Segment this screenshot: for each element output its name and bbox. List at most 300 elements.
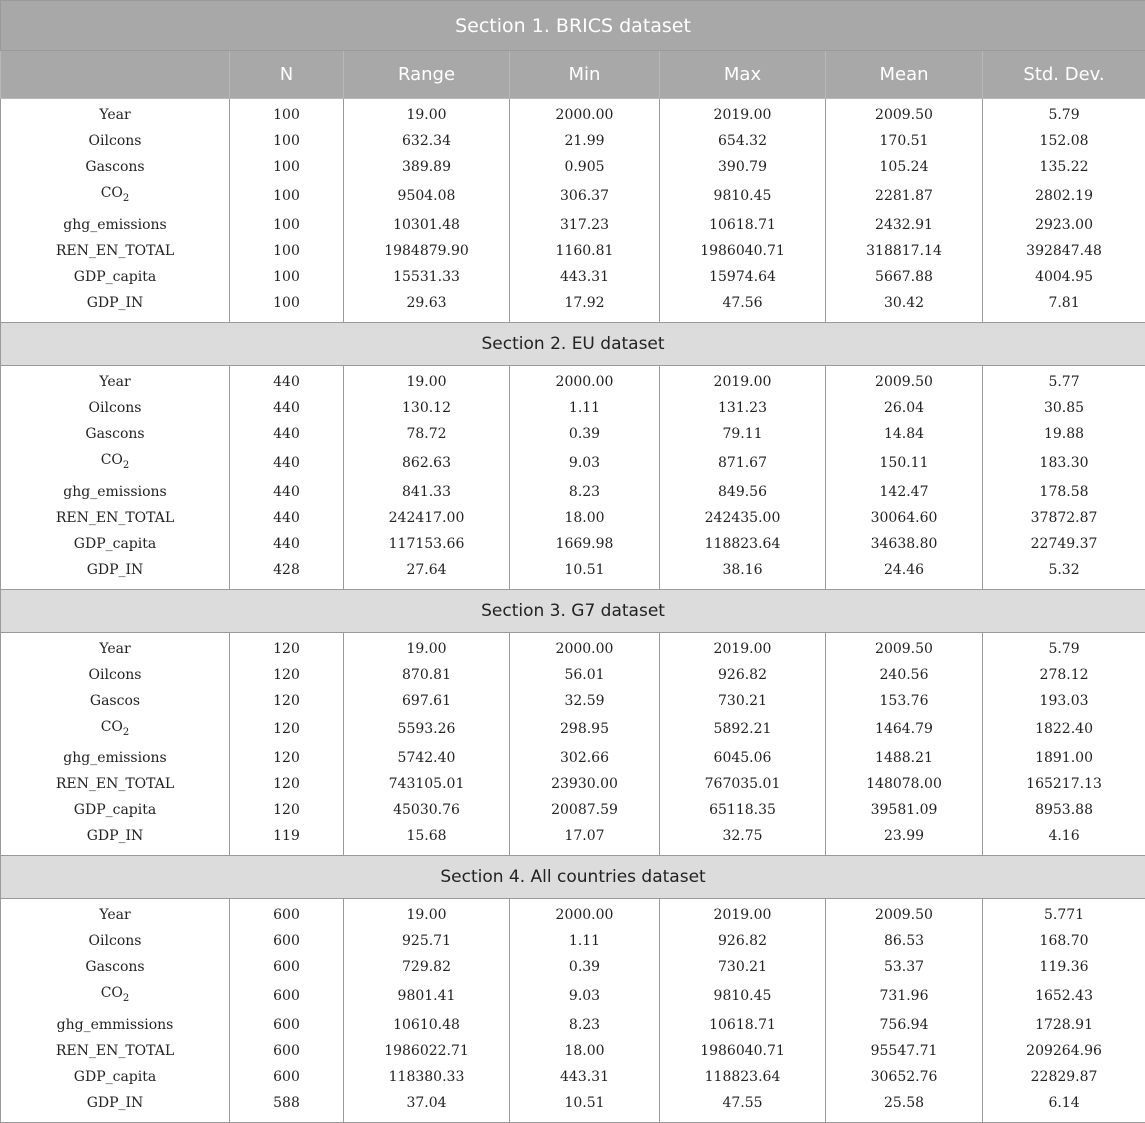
table-cell: 119.36	[983, 954, 1145, 980]
column-header: Mean	[826, 51, 983, 99]
section-header-row	[1, 589, 1145, 632]
table-row	[1, 1038, 1145, 1064]
table-cell: 30.42	[826, 290, 983, 323]
table-row	[1, 771, 1145, 797]
table-cell: 148078.00	[826, 771, 983, 797]
variable-name	[1, 797, 230, 823]
table-cell: 78.72	[344, 421, 510, 447]
variable-name	[1, 1012, 230, 1038]
table-cell: 743105.01	[344, 771, 510, 797]
table-cell: 86.53	[826, 928, 983, 954]
table-cell: 100	[230, 154, 344, 180]
table-cell: 2019.00	[660, 99, 826, 129]
table-cell: 440	[230, 505, 344, 531]
table-cell: 25.58	[826, 1090, 983, 1123]
table-cell: 440	[230, 395, 344, 421]
table-row	[1, 1012, 1145, 1038]
table-cell: 120	[230, 714, 344, 746]
variable-label: REN_EN_TOTAL	[56, 1043, 174, 1059]
table-cell: 150.11	[826, 447, 983, 479]
table-cell: 2432.91	[826, 212, 983, 238]
table-cell: 19.88	[983, 421, 1145, 447]
table-cell: 600	[230, 928, 344, 954]
table-cell: 242435.00	[660, 505, 826, 531]
table-cell: 5.79	[983, 632, 1145, 662]
table-cell: 10.51	[510, 1090, 660, 1123]
table-cell: 5.79	[983, 99, 1145, 129]
variable-label: Gascons	[85, 159, 144, 175]
table-cell: 2281.87	[826, 180, 983, 212]
table-cell: 767035.01	[660, 771, 826, 797]
table-cell: 389.89	[344, 154, 510, 180]
table-cell: 10618.71	[660, 1012, 826, 1038]
table-cell: 0.39	[510, 954, 660, 980]
table-cell: 53.37	[826, 954, 983, 980]
table-cell: 0.905	[510, 154, 660, 180]
table-cell: 183.30	[983, 447, 1145, 479]
variable-label: $CO_2$	[101, 452, 130, 468]
table-cell: 119	[230, 823, 344, 856]
table-cell: 105.24	[826, 154, 983, 180]
table-cell: 15.68	[344, 823, 510, 856]
variable-name	[1, 688, 230, 714]
table-cell: 1891.00	[983, 745, 1145, 771]
table-row	[1, 823, 1145, 856]
table-cell: 10.51	[510, 557, 660, 590]
table-cell: 9801.41	[344, 980, 510, 1012]
variable-name	[1, 212, 230, 238]
table-cell: 318817.14	[826, 238, 983, 264]
variable-label: GDP_capita	[74, 802, 156, 818]
variable-label: REN_EN_TOTAL	[56, 776, 174, 792]
table-cell: 731.96	[826, 980, 983, 1012]
table-cell: 117153.66	[344, 531, 510, 557]
table-row	[1, 479, 1145, 505]
table-cell: 165217.13	[983, 771, 1145, 797]
section-title: Section 4. All countries dataset	[1, 856, 1145, 899]
table-cell: 1986040.71	[660, 1038, 826, 1064]
table-row	[1, 365, 1145, 395]
variable-name	[1, 1038, 230, 1064]
table-cell: 600	[230, 899, 344, 929]
variable-name	[1, 1090, 230, 1123]
subscript: 2	[123, 460, 129, 471]
variable-name	[1, 365, 230, 395]
table-cell: 1464.79	[826, 714, 983, 746]
table-cell: 38.16	[660, 557, 826, 590]
section-header-row	[1, 322, 1145, 365]
table-body	[1, 1, 1145, 1123]
table-cell: 862.63	[344, 447, 510, 479]
table-cell: 2009.50	[826, 899, 983, 929]
table-cell: 5742.40	[344, 745, 510, 771]
table-cell: 30064.60	[826, 505, 983, 531]
variable-name	[1, 557, 230, 590]
table-cell: 926.82	[660, 662, 826, 688]
table-cell: 1986022.71	[344, 1038, 510, 1064]
table-cell: 209264.96	[983, 1038, 1145, 1064]
variable-label: GDP_IN	[87, 828, 144, 844]
table-cell: 17.07	[510, 823, 660, 856]
table-cell: 0.39	[510, 421, 660, 447]
variable-label: Oilcons	[89, 133, 142, 149]
table-cell: 95547.71	[826, 1038, 983, 1064]
table-cell: 240.56	[826, 662, 983, 688]
variable-label: GDP_capita	[74, 1069, 156, 1085]
variable-name	[1, 714, 230, 746]
table-cell: 600	[230, 954, 344, 980]
table-row	[1, 688, 1145, 714]
table-cell: 8953.88	[983, 797, 1145, 823]
table-cell: 2802.19	[983, 180, 1145, 212]
variable-name	[1, 421, 230, 447]
table-cell: 47.56	[660, 290, 826, 323]
subscript: 2	[123, 726, 129, 737]
table-cell: 849.56	[660, 479, 826, 505]
table-cell: 2009.50	[826, 632, 983, 662]
table-cell: 100	[230, 238, 344, 264]
table-cell: 1.11	[510, 395, 660, 421]
table-cell: 298.95	[510, 714, 660, 746]
table-cell: 9810.45	[660, 980, 826, 1012]
table-cell: 1669.98	[510, 531, 660, 557]
table-cell: 120	[230, 771, 344, 797]
table-cell: 21.99	[510, 128, 660, 154]
table-row	[1, 264, 1145, 290]
table-cell: 118380.33	[344, 1064, 510, 1090]
variable-name	[1, 154, 230, 180]
table-cell: 1728.91	[983, 1012, 1145, 1038]
table-cell: 588	[230, 1090, 344, 1123]
table-cell: 440	[230, 365, 344, 395]
table-row	[1, 980, 1145, 1012]
variable-name	[1, 980, 230, 1012]
table-row	[1, 899, 1145, 929]
table-cell: 730.21	[660, 688, 826, 714]
table-row	[1, 154, 1145, 180]
table-cell: 600	[230, 1012, 344, 1038]
table-cell: 5593.26	[344, 714, 510, 746]
table-row	[1, 954, 1145, 980]
variable-label: Year	[99, 107, 130, 123]
variable-name	[1, 632, 230, 662]
table-cell: 2009.50	[826, 99, 983, 129]
table-row	[1, 99, 1145, 129]
table-cell: 22829.87	[983, 1064, 1145, 1090]
table-cell: 100	[230, 128, 344, 154]
table-cell: 32.59	[510, 688, 660, 714]
table-row	[1, 557, 1145, 590]
variable-label: GDP_capita	[74, 269, 156, 285]
table-cell: 443.31	[510, 264, 660, 290]
table-cell: 10618.71	[660, 212, 826, 238]
table-cell: 2923.00	[983, 212, 1145, 238]
column-header	[1, 51, 230, 99]
variable-label: Year	[99, 374, 130, 390]
table-cell: 30652.76	[826, 1064, 983, 1090]
table-cell: 23.99	[826, 823, 983, 856]
variable-label: Year	[99, 641, 130, 657]
table-row	[1, 395, 1145, 421]
table-cell: 870.81	[344, 662, 510, 688]
variable-label: $CO_2$	[101, 185, 130, 201]
variable-name	[1, 180, 230, 212]
table-cell: 118823.64	[660, 531, 826, 557]
table-cell: 30.85	[983, 395, 1145, 421]
table-cell: 120	[230, 745, 344, 771]
table-cell: 392847.48	[983, 238, 1145, 264]
table-cell: 5667.88	[826, 264, 983, 290]
variable-name	[1, 447, 230, 479]
table-cell: 120	[230, 797, 344, 823]
variable-label: ghg_emissions	[63, 484, 166, 500]
table-cell: 47.55	[660, 1090, 826, 1123]
table-cell: 18.00	[510, 1038, 660, 1064]
table-cell: 18.00	[510, 505, 660, 531]
table-cell: 697.61	[344, 688, 510, 714]
table-row	[1, 797, 1145, 823]
table-cell: 5.77	[983, 365, 1145, 395]
table-cell: 4004.95	[983, 264, 1145, 290]
table-cell: 9.03	[510, 447, 660, 479]
variable-name	[1, 1064, 230, 1090]
table-cell: 19.00	[344, 632, 510, 662]
table-cell: 14.84	[826, 421, 983, 447]
table-row	[1, 290, 1145, 323]
table-cell: 39581.09	[826, 797, 983, 823]
table-cell: 19.00	[344, 365, 510, 395]
table-cell: 4.16	[983, 823, 1145, 856]
variable-label: REN_EN_TOTAL	[56, 510, 174, 526]
table-cell: 19.00	[344, 899, 510, 929]
table-cell: 871.67	[660, 447, 826, 479]
table-cell: 26.04	[826, 395, 983, 421]
table-cell: 925.71	[344, 928, 510, 954]
table-cell: 120	[230, 632, 344, 662]
table-cell: 841.33	[344, 479, 510, 505]
table-cell: 306.37	[510, 180, 660, 212]
table-cell: 17.92	[510, 290, 660, 323]
table-cell: 34638.80	[826, 531, 983, 557]
variable-name	[1, 823, 230, 856]
table-cell: 1488.21	[826, 745, 983, 771]
table-cell: 24.46	[826, 557, 983, 590]
column-header: Std. Dev.	[983, 51, 1145, 99]
table-cell: 8.23	[510, 1012, 660, 1038]
table-cell: 37872.87	[983, 505, 1145, 531]
table-cell: 729.82	[344, 954, 510, 980]
table-cell: 1.11	[510, 928, 660, 954]
table-cell: 1822.40	[983, 714, 1145, 746]
table-cell: 428	[230, 557, 344, 590]
table-cell: 2009.50	[826, 365, 983, 395]
section-title: Section 2. EU dataset	[1, 322, 1145, 365]
variable-label: Gascons	[85, 426, 144, 442]
table-row	[1, 531, 1145, 557]
variable-label: GDP_IN	[87, 562, 144, 578]
table-cell: 15531.33	[344, 264, 510, 290]
table-cell: 100	[230, 99, 344, 129]
table-cell: 600	[230, 980, 344, 1012]
column-header: Min	[510, 51, 660, 99]
table-cell: 19.00	[344, 99, 510, 129]
table-cell: 130.12	[344, 395, 510, 421]
table-cell: 1984879.90	[344, 238, 510, 264]
variable-name	[1, 264, 230, 290]
column-header: Range	[344, 51, 510, 99]
variable-label: ghg_emissions	[63, 750, 166, 766]
table-row	[1, 632, 1145, 662]
column-header: N	[230, 51, 344, 99]
table-cell: 1652.43	[983, 980, 1145, 1012]
table-cell: 5.771	[983, 899, 1145, 929]
table-cell: 5892.21	[660, 714, 826, 746]
table-cell: 118823.64	[660, 1064, 826, 1090]
variable-name	[1, 771, 230, 797]
table-cell: 100	[230, 212, 344, 238]
table-row	[1, 238, 1145, 264]
table-cell: 302.66	[510, 745, 660, 771]
variable-label: Oilcons	[89, 400, 142, 416]
variable-label: REN_EN_TOTAL	[56, 243, 174, 259]
table-cell: 6.14	[983, 1090, 1145, 1123]
table-cell: 168.70	[983, 928, 1145, 954]
table-cell: 632.34	[344, 128, 510, 154]
variable-label: GDP_IN	[87, 1095, 144, 1111]
table-cell: 2019.00	[660, 632, 826, 662]
table-cell: 10301.48	[344, 212, 510, 238]
table-cell: 440	[230, 531, 344, 557]
variable-name	[1, 99, 230, 129]
table-row	[1, 128, 1145, 154]
variable-label: $CO_2$	[101, 719, 130, 735]
table-cell: 926.82	[660, 928, 826, 954]
table-cell: 1986040.71	[660, 238, 826, 264]
table-cell: 142.47	[826, 479, 983, 505]
table-cell: 170.51	[826, 128, 983, 154]
variable-name	[1, 745, 230, 771]
table-row	[1, 180, 1145, 212]
table-cell: 2000.00	[510, 365, 660, 395]
table-row	[1, 745, 1145, 771]
table-cell: 79.11	[660, 421, 826, 447]
table-cell: 654.32	[660, 128, 826, 154]
table-cell: 15974.64	[660, 264, 826, 290]
variable-label: Year	[99, 907, 130, 923]
table-cell: 29.63	[344, 290, 510, 323]
variable-label: GDP_IN	[87, 295, 144, 311]
variable-label: ghg_emmissions	[57, 1017, 174, 1033]
table-cell: 7.81	[983, 290, 1145, 323]
table-cell: 10610.48	[344, 1012, 510, 1038]
table-cell: 22749.37	[983, 531, 1145, 557]
table-cell: 440	[230, 447, 344, 479]
variable-name	[1, 531, 230, 557]
table-cell: 443.31	[510, 1064, 660, 1090]
table-cell: 278.12	[983, 662, 1145, 688]
variable-name	[1, 928, 230, 954]
table-row	[1, 1090, 1145, 1123]
variable-name	[1, 238, 230, 264]
variable-label: Gascons	[85, 959, 144, 975]
table-cell: 730.21	[660, 954, 826, 980]
table-row	[1, 447, 1145, 479]
variable-name	[1, 899, 230, 929]
table-cell: 440	[230, 421, 344, 447]
table-cell: 9.03	[510, 980, 660, 1012]
table-row	[1, 212, 1145, 238]
table-cell: 242417.00	[344, 505, 510, 531]
section-header-row	[1, 1, 1145, 51]
table-cell: 120	[230, 662, 344, 688]
table-row	[1, 714, 1145, 746]
table-cell: 600	[230, 1064, 344, 1090]
table-cell: 2000.00	[510, 632, 660, 662]
table-row	[1, 662, 1145, 688]
section-title: Section 3. G7 dataset	[1, 589, 1145, 632]
table-cell: 178.58	[983, 479, 1145, 505]
table-cell: 152.08	[983, 128, 1145, 154]
variable-label: Oilcons	[89, 667, 142, 683]
table-cell: 120	[230, 688, 344, 714]
variable-name	[1, 505, 230, 531]
variable-name	[1, 290, 230, 323]
table-row	[1, 421, 1145, 447]
table-cell: 8.23	[510, 479, 660, 505]
table-cell: 32.75	[660, 823, 826, 856]
table-row	[1, 505, 1145, 531]
table-row	[1, 1064, 1145, 1090]
variable-label: GDP_capita	[74, 536, 156, 552]
table-cell: 2000.00	[510, 899, 660, 929]
table-cell: 100	[230, 180, 344, 212]
table-cell: 131.23	[660, 395, 826, 421]
table-cell: 23930.00	[510, 771, 660, 797]
table-row	[1, 928, 1145, 954]
table-cell: 135.22	[983, 154, 1145, 180]
variable-name	[1, 954, 230, 980]
table-cell: 45030.76	[344, 797, 510, 823]
table-cell: 6045.06	[660, 745, 826, 771]
table-cell: 317.23	[510, 212, 660, 238]
table-cell: 2019.00	[660, 899, 826, 929]
variable-name	[1, 662, 230, 688]
table-cell: 56.01	[510, 662, 660, 688]
variable-label: ghg_emissions	[63, 217, 166, 233]
table-cell: 2000.00	[510, 99, 660, 129]
table-cell: 100	[230, 264, 344, 290]
variable-name	[1, 479, 230, 505]
table-cell: 440	[230, 479, 344, 505]
variable-label: Gascos	[90, 693, 140, 709]
subscript: 2	[123, 193, 129, 204]
table-cell: 390.79	[660, 154, 826, 180]
variable-label: $CO_2$	[101, 985, 130, 1001]
table-cell: 9504.08	[344, 180, 510, 212]
table-cell: 193.03	[983, 688, 1145, 714]
subscript: 2	[123, 993, 129, 1004]
table-title: Section 1. BRICS dataset	[1, 1, 1145, 51]
table-cell: 100	[230, 290, 344, 323]
table-cell: 756.94	[826, 1012, 983, 1038]
variable-name	[1, 395, 230, 421]
table-cell: 2019.00	[660, 365, 826, 395]
table-cell: 9810.45	[660, 180, 826, 212]
variable-label: Oilcons	[89, 933, 142, 949]
table-cell: 27.64	[344, 557, 510, 590]
table-cell: 5.32	[983, 557, 1145, 590]
table-cell: 20087.59	[510, 797, 660, 823]
